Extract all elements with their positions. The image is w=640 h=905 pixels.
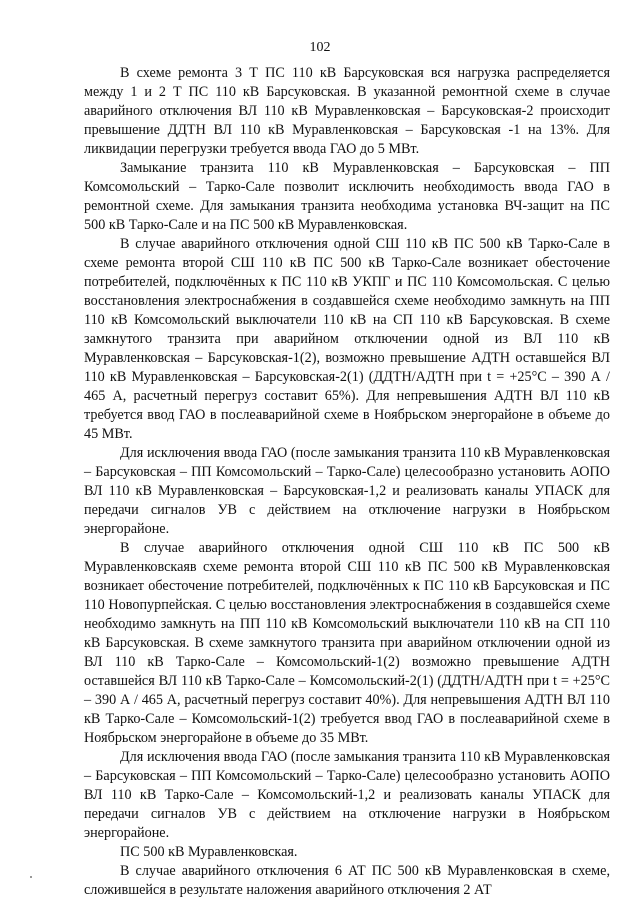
paragraph: Для исключения ввода ГАО (после замыкания транзита 110 кВ Муравленковская – Барсуковская – ПП Комсомольский – Тарко-Сале) целесообразно установить АОПО ВЛ 110 кВ Муравленковская – Барсуковская-1,2 и реализовать каналы УПАСК для передачи сигналов УВ с действием на отключение нагрузки в Ноябрьском энергорайоне. [84,445,610,537]
scan-artifact [30,876,32,878]
section-heading: ПС 500 кВ Муравленковская. [120,844,298,860]
paragraph: Замыкание транзита 110 кВ Муравленковская – Барсуковская – ПП Комсомольский – Тарко-Сале позволит исключить необходимость ввода ГАО в ремонтной схеме. Для замыкания транзита необходима установка ВЧ-защит на ПС 500 кВ Тарко-Сале и на ПС 500 кВ Муравленковская. [84,160,610,233]
paragraph: В случае аварийного отключения 6 АТ ПС 500 кВ Муравленковская в схеме, сложившейся в результате наложения аварийного отключения 2 АТ [84,863,610,898]
paragraph: В схеме ремонта 3 Т ПС 110 кВ Барсуковская вся нагрузка распределяется между 1 и 2 Т ПС 110 кВ Барсуковская. В указанной ремонтной схеме в случае аварийного отключения ВЛ 110 кВ Муравленковская – Барсуковская-2 происходит превышение ДДТН ВЛ 110 кВ Муравленковская – Барсуковская -1 на 13%. Для ликвидации перегрузки требуется ввода ГАО до 5 МВт. [84,65,610,157]
document-body [84,64,610,900]
paragraph: В случае аварийного отключения одной СШ 110 кВ ПС 500 кВ Тарко-Сале в схеме ремонта второй СШ 110 кВ ПС 500 кВ Тарко-Сале возникает обесточение потребителей, подключённых к ПС 110 кВ УКПГ и ПС 110 Комсомольская. С целью восстановления электроснабжения в создавшейся схеме необходимо замкнуть на ПП 110 кВ Комсомольский выключатели 110 кВ на СП 110 кВ Барсуковская. В схеме замкнутого транзита при аварийном отключении одной из ВЛ 110 кВ Муравленковская – Барсуковская-1(2), возможно превышение АДТН оставшейся ВЛ 110 кВ Муравленковская – Барсуковская-2(1) (ДДТН/АДТН при t = +25°С – 390 А / 465 А, расчетный перегруз составит 65%). Для непревышения АДТН ВЛ 110 кВ требуется ввод ГАО в послеаварийной схеме в Ноябрьском энергорайоне в объеме до 45 МВт. [84,236,610,442]
paragraph: В случае аварийного отключения одной СШ 110 кВ ПС 500 кВ Муравленковскаяв схеме ремонта второй СШ 110 кВ ПС 500 кВ Муравленковская возникает обесточение потребителей, подключённых к ПС 110 кВ Барсуковская и ПС 110 Новопурпейская. С целью восстановления электроснабжения в создавшейся схеме необходимо замкнуть на ПП 110 кВ Комсомольский выключатели 110 кВ на СП 110 кВ Барсуковская. В схеме замкнутого транзита при аварийном отключении одной из ВЛ 110 кВ Тарко-Сале – Комсомольский-1(2) возможно превышение АДТН оставшейся ВЛ 110 кВ Тарко-Сале – Комсомольский-2(1) (ДДТН/АДТН при t = +25°С – 390 А / 465 А, расчетный перегруз составит 40%). Для непревышения АДТН ВЛ 110 кВ Тарко-Сале – Комсомольский-1(2) требуется ввод ГАО в послеаварийной схеме в Ноябрьском энергорайоне в объеме до 35 МВт. [84,540,610,746]
page-number: 102 [309,40,331,55]
paragraph: Для исключения ввода ГАО (после замыкания транзита 110 кВ Муравленковская – Барсуковская – ПП Комсомольский – Тарко-Сале) целесообразно установить АОПО ВЛ 110 кВ Тарко-Сале – Комсомольский-1,2 и реализовать каналы УПАСК для передачи сигналов УВ с действием на отключение нагрузки в Ноябрьском энергорайоне. [84,749,610,841]
